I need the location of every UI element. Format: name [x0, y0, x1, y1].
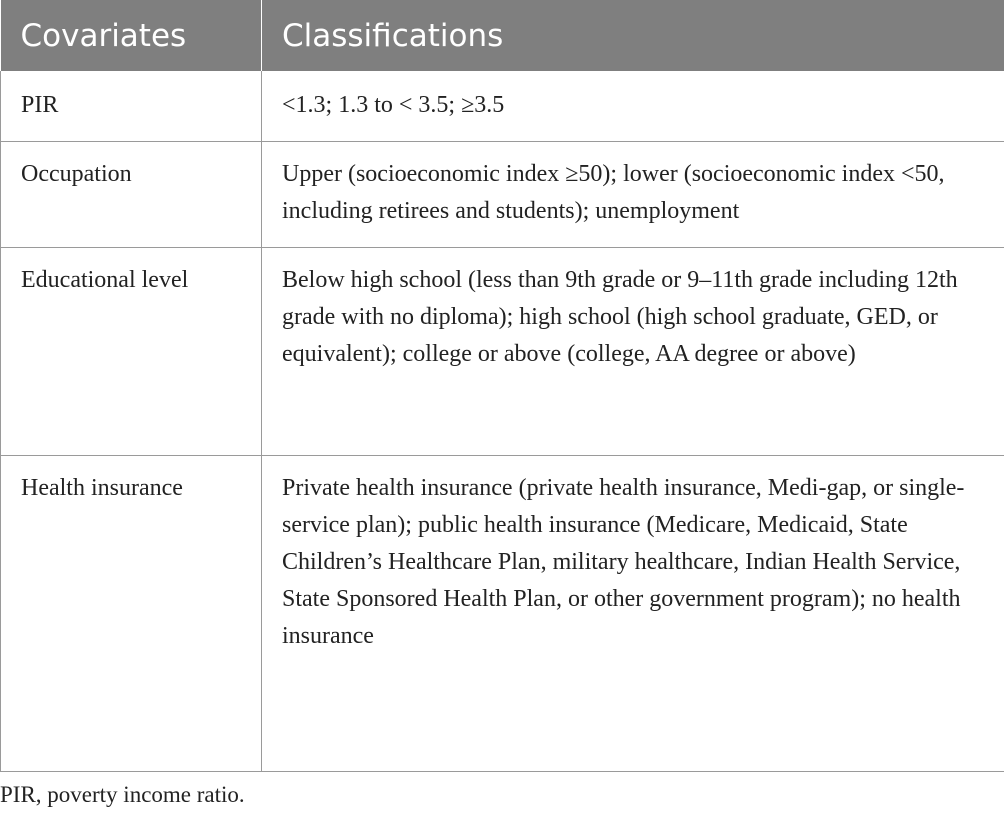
table-footnote: PIR, poverty income ratio. [0, 782, 245, 807]
covariate-cell: Occupation [1, 141, 262, 247]
classification-cell: Upper (socioeconomic index ≥50); lower (socioeconomic index <50, including retirees and students); unemployment [262, 141, 1004, 247]
classification-cell: Private health insurance (private health insurance, Medi-gap, or single-service plan); public health insurance (Medicare, Medicaid, State Children’s Healthcare Plan, military healthcare, Indian Health Service, State Sponsored Health Plan, or other government program); no health insurance [262, 455, 1004, 771]
table-row [1, 71, 1004, 141]
classification-cell: Below high school (less than 9th grade or 9–11th grade including 12th grade with no diploma); high school (high school graduate, GED, or equivalent); college or above (college, AA degree or above) [262, 247, 1004, 455]
header-row [1, 0, 1004, 71]
header-covariates: Covariates [1, 0, 262, 71]
table-row [1, 247, 1004, 455]
table-row [1, 141, 1004, 247]
table-row [1, 455, 1004, 771]
classification-cell: <1.3; 1.3 to < 3.5; ≥3.5 [262, 71, 1004, 141]
header-classifications: Classifications [262, 0, 1004, 71]
covariate-cell: PIR [1, 71, 262, 141]
covariate-cell: Educational level [1, 247, 262, 455]
covariate-cell: Health insurance [1, 455, 262, 771]
